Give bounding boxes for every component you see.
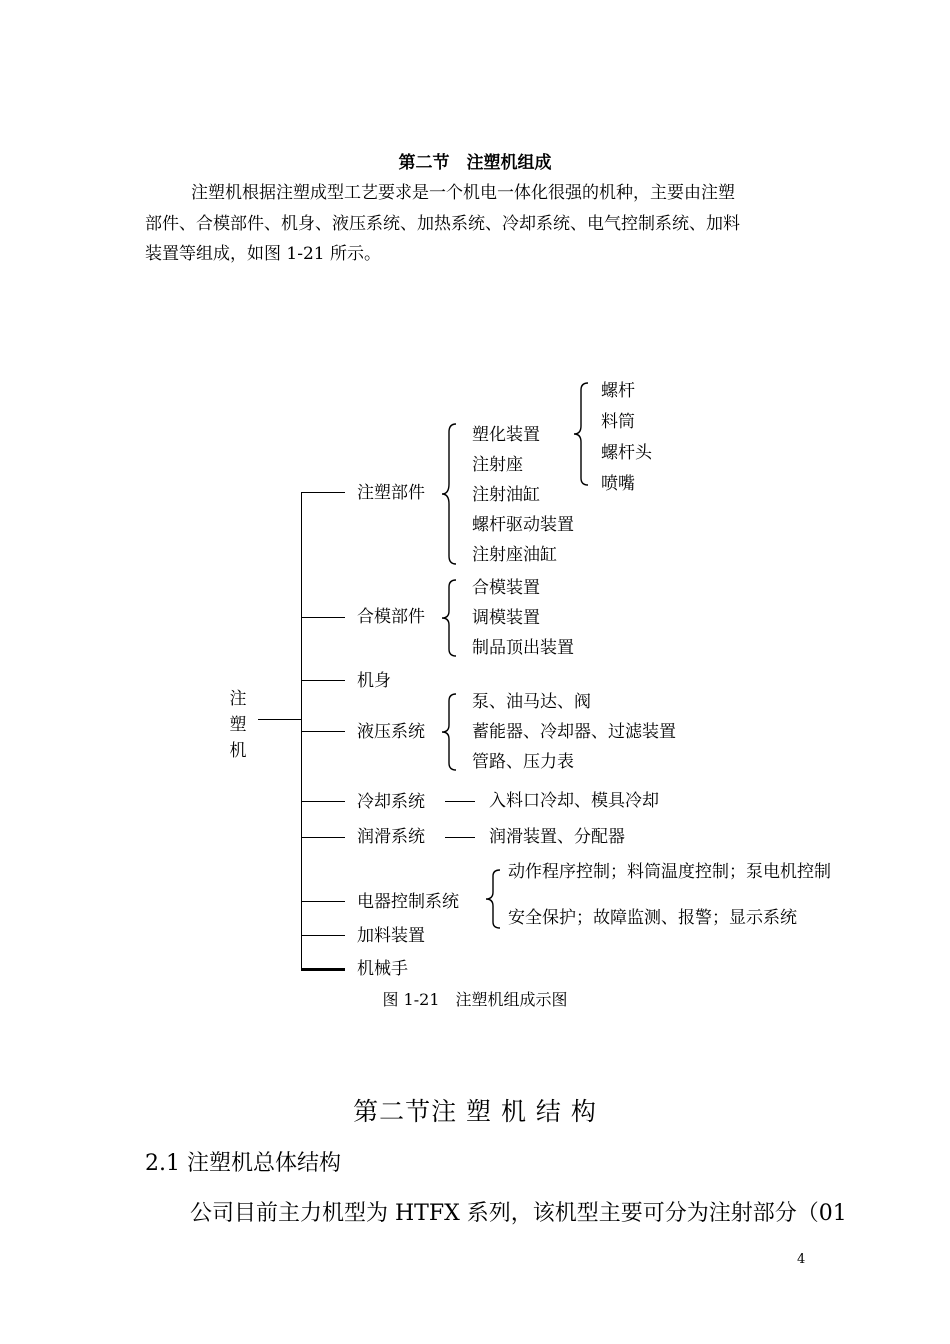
figure-caption: 图 1-21 注塑机组成示图 [382, 990, 568, 1009]
brace-plastication [572, 381, 596, 491]
clamping-child: 制品顶出装置 [472, 638, 574, 658]
body-paragraph: 公司目前主力机型为 HTFX 系列，该机型主要可分为注射部分（01 [190, 1201, 847, 1226]
lubrication-connector [445, 837, 475, 838]
lubrication-detail: 润滑装置、分配器 [489, 827, 625, 847]
electrical-child: 动作程序控制；料筒温度控制；泵电机控制 [508, 862, 831, 882]
plastication-child: 螺杆 [601, 381, 635, 401]
label-clamping-unit: 合模部件 [357, 607, 425, 627]
intro-line: 装置等组成，如图 1-21 所示。 [145, 244, 381, 264]
branch-line [301, 968, 345, 971]
plastication-child: 料筒 [601, 412, 635, 432]
injection-child: 注射油缸 [472, 485, 540, 505]
brace-hydraulic [440, 692, 464, 774]
branch-line [301, 492, 345, 493]
root-connector [258, 719, 301, 720]
hydraulic-child: 管路、压力表 [472, 752, 574, 772]
label-hydraulic-system: 液压系统 [357, 722, 425, 742]
intro-line: 注塑机根据注塑成型工艺要求是一个机电一体化很强的机种，主要由注塑 [191, 183, 735, 203]
clamping-child: 合模装置 [472, 578, 540, 598]
cooling-connector [445, 801, 475, 802]
label-manipulator: 机械手 [357, 959, 408, 979]
brace-electrical [484, 868, 508, 930]
injection-child: 螺杆驱动装置 [472, 515, 574, 535]
root-char: 机 [229, 741, 247, 761]
root-char: 注 [229, 689, 247, 709]
root-char: 塑 [229, 715, 247, 735]
label-injection-unit: 注塑部件 [357, 483, 425, 503]
branch-line [301, 801, 345, 802]
label-electrical-control: 电器控制系统 [357, 892, 459, 912]
hydraulic-child: 蓄能器、冷却器、过滤装置 [472, 722, 676, 742]
branch-line [301, 935, 345, 936]
plastication-child: 螺杆头 [601, 443, 652, 463]
electrical-child: 安全保护；故障监测、报警；显示系统 [508, 908, 797, 928]
branch-line [301, 731, 345, 732]
brace-clamping [440, 578, 464, 660]
label-lubrication-system: 润滑系统 [357, 827, 425, 847]
label-machine-body: 机身 [357, 671, 391, 691]
label-cooling-system: 冷却系统 [357, 792, 425, 812]
subsection-heading: 2.1 注塑机总体结构 [145, 1151, 341, 1176]
page-number: 4 [797, 1252, 806, 1267]
plastication-child: 喷嘴 [601, 474, 635, 494]
branch-line [301, 901, 345, 902]
label-feeding-device: 加料装置 [357, 926, 425, 946]
section-heading: 第二节注 塑 机 结 构 [353, 1097, 597, 1126]
injection-child: 注射座油缸 [472, 545, 557, 565]
branch-line [301, 837, 345, 838]
intro-line: 部件、合模部件、机身、液压系统、加热系统、冷却系统、电气控制系统、加料 [145, 213, 740, 234]
injection-child: 注射座 [472, 455, 523, 475]
injection-child: 塑化装置 [472, 425, 540, 445]
section-title: 第二节 注塑机组成 [398, 153, 552, 173]
branch-line [301, 680, 345, 681]
intro-paragraph [145, 178, 810, 270]
branch-line [301, 617, 345, 618]
diagram-root [228, 686, 248, 764]
brace-injection [440, 422, 464, 567]
clamping-child: 调模装置 [472, 608, 540, 628]
hydraulic-child: 泵、油马达、阀 [472, 692, 591, 712]
cooling-detail: 入料口冷却、模具冷却 [489, 791, 659, 811]
